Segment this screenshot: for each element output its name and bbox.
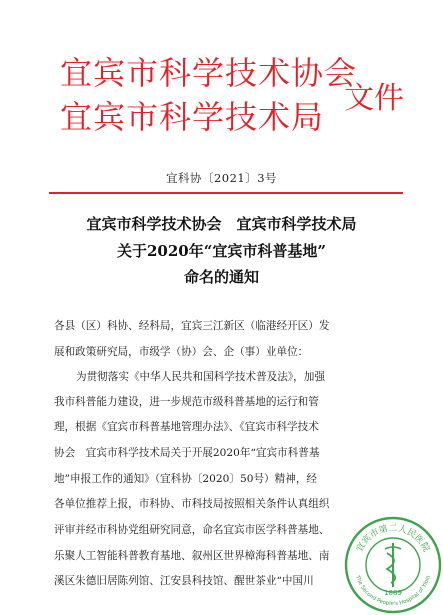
body-line: 溪区朱德旧居陈列馆、江安县科技馆、醒世茶业“中国川	[54, 575, 314, 587]
body-line: 展和政策研究局，市级学（协）会、企（事）业单位：	[54, 346, 309, 358]
red-divider	[49, 192, 403, 194]
header-doc-type: 文件	[344, 81, 404, 116]
body-line: 我市科普能力建设，进一步规范市级科普基地的运行和管	[54, 396, 319, 408]
seal-bottom-text: The Second People's Hospital of Yibin	[354, 574, 432, 608]
body-line: 理，根据《宜宾市科普基地管理办法》、《宜宾市科学技术	[54, 421, 319, 433]
header-org-line-1: 宜宾市科学技术协会	[60, 54, 358, 92]
notice-title-line-2: 关于2020年“宜宾市科普基地”	[116, 242, 326, 260]
body-line: 地”申报工作的通知》（宜科协〔2020〕50号）精神，经	[54, 473, 318, 485]
body-line: 各县（区）科协、经科局，宜宾三江新区（临港经开区）发	[54, 320, 330, 332]
body-line: 评审并经市科协党组研究同意，命名宜宾市医学科普基地、	[54, 524, 330, 536]
header-org-line-2: 宜宾市科学技术局	[60, 98, 325, 136]
seal-year: 1889	[384, 589, 402, 597]
notice-title-line-1: 宜宾市科学技术协会 宜宾市科学技术局	[86, 215, 357, 233]
body-line: 各单位推荐上报，市科协、市科技局按照相关条件认真组织	[54, 498, 330, 510]
body-line: 为贯彻落实《中华人民共和国科学技术普及法》，加强	[76, 371, 325, 383]
body-line: 乐聚人工智能科普教育基地、叙州区世界樟海科普基地、南	[54, 550, 330, 562]
notice-title-line-3: 命名的通知	[183, 268, 259, 286]
caduceus-icon	[385, 543, 401, 587]
document-number: 宜科协〔2021〕3号	[165, 171, 278, 185]
body-line: 协会 宜宾市科学技术局关于开展2020年“宜宾市科普基	[54, 447, 320, 459]
hospital-seal	[343, 515, 443, 615]
seal-top-text: 宜宾市第二人民医院	[354, 524, 432, 554]
